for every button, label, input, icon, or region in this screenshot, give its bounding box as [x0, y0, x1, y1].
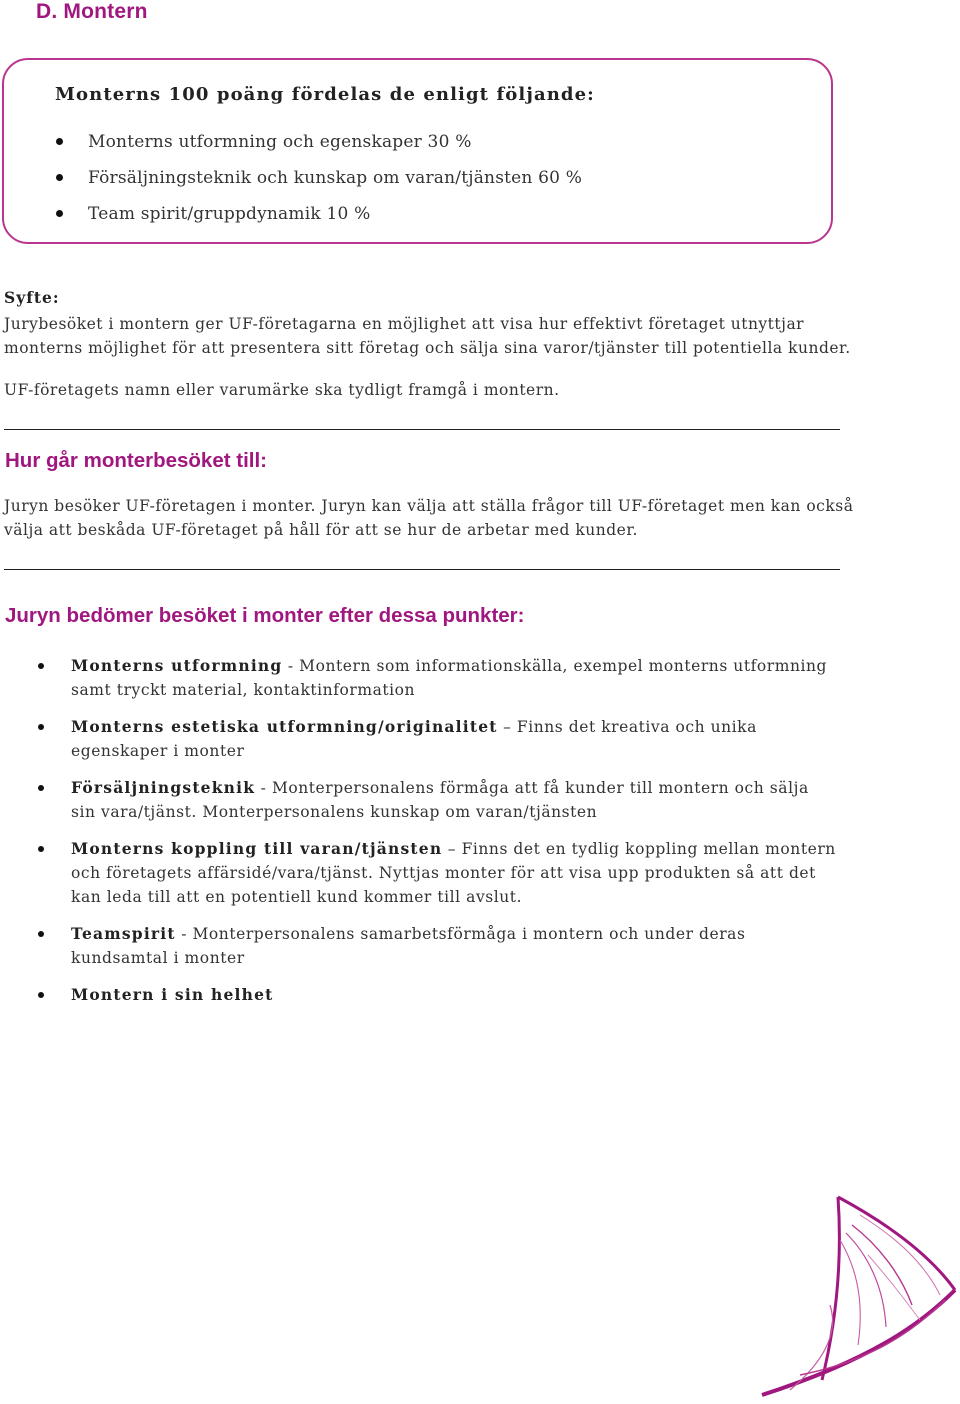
- criteria-item: [38, 922, 838, 970]
- bullet-icon: [38, 992, 44, 998]
- criteria-title: Försäljningsteknik: [71, 778, 256, 797]
- criteria-title: Teamspirit: [71, 924, 176, 943]
- criteria-separator: –: [442, 840, 462, 858]
- criteria-separator: -: [255, 779, 272, 797]
- criteria-desc: Finns det en tydlig koppling mellan montern och företagets affärsidé/vara/tjänst. Nyttjas monter för att visa upp produkten så att det kan leda till att en potentiell kund kommer till avslut.: [71, 840, 836, 906]
- criteria-title: Monterns utformning: [71, 656, 283, 675]
- divider: [4, 569, 840, 570]
- visit-text: [4, 494, 853, 542]
- bullet-icon: [38, 846, 44, 852]
- criteria-separator: -: [175, 925, 193, 943]
- stylized-sail-logo-icon: [760, 1195, 960, 1400]
- bullet-icon: [56, 210, 63, 217]
- bullet-icon: [38, 931, 44, 937]
- criteria-separator: -: [282, 657, 300, 675]
- criteria-desc: Monterpersonalens samarbetsförmåga i montern och under deras kundsamtal i monter: [71, 925, 746, 967]
- purpose-note: UF-företagets namn eller varumärke ska tydligt framgå i montern.: [4, 381, 560, 399]
- criteria-list: [38, 654, 838, 1020]
- list-item-text: Försäljningsteknik och kunskap om varan/tjänsten 60 %: [88, 168, 583, 188]
- criteria-item: [38, 983, 838, 1007]
- bullet-icon: [38, 785, 44, 791]
- purpose-label: Syfte:: [4, 288, 60, 307]
- visit-heading: Hur går monterbesöket till:: [5, 449, 267, 472]
- purpose-text: [4, 312, 851, 360]
- criteria-desc: Finns det kreativa och unika egenskaper i monter: [71, 718, 757, 760]
- bullet-icon: [56, 174, 63, 181]
- list-item: [56, 200, 582, 236]
- visit-line: Juryn besöker UF-företagen i monter. Juryn kan välja att ställa frågor till UF-företaget men kan också: [4, 497, 854, 515]
- visit-line: välja att beskåda UF-företaget på håll för att se hur de arbetar med kunder.: [4, 521, 638, 539]
- criteria-desc: Monterpersonalens förmåga att få kunder till montern och sälja sin vara/tjänst. Monterpersonalens kunskap om varan/tjänsten: [71, 779, 809, 821]
- purpose-line: Jurybesöket i montern ger UF-företagarna en möjlighet att visa hur effektivt företaget utnyttjar: [4, 315, 805, 333]
- criteria-item: [38, 715, 838, 763]
- criteria-title: Montern i sin helhet: [71, 985, 274, 1004]
- list-item-text: Monterns utformning och egenskaper 30 %: [88, 132, 472, 152]
- section-heading: D. Montern: [36, 0, 148, 23]
- purpose-line: monterns möjlighet för att presentera sitt företag och sälja sina varor/tjänster till potentiella kunder.: [4, 339, 851, 357]
- criteria-title: Monterns estetiska utformning/originalitet: [71, 717, 498, 736]
- criteria-heading: Juryn bedömer besöket i monter efter dessa punkter:: [5, 604, 525, 627]
- scoring-list: [56, 128, 582, 236]
- list-item-text: Team spirit/gruppdynamik 10 %: [88, 204, 371, 224]
- bullet-icon: [56, 138, 63, 145]
- list-item: [56, 164, 582, 200]
- divider: [4, 429, 840, 430]
- bullet-icon: [38, 724, 44, 730]
- bullet-icon: [38, 663, 44, 669]
- criteria-item: [38, 837, 838, 909]
- scoring-box-title: Monterns 100 poäng fördelas de enligt följande:: [55, 84, 595, 105]
- criteria-separator: –: [497, 718, 517, 736]
- criteria-desc: Montern som informationskälla, exempel monterns utformning samt tryckt material, kontaktinformation: [71, 657, 828, 699]
- list-item: [56, 128, 582, 164]
- criteria-title: Monterns koppling till varan/tjänsten: [71, 839, 443, 858]
- criteria-item: [38, 654, 838, 702]
- criteria-item: [38, 776, 838, 824]
